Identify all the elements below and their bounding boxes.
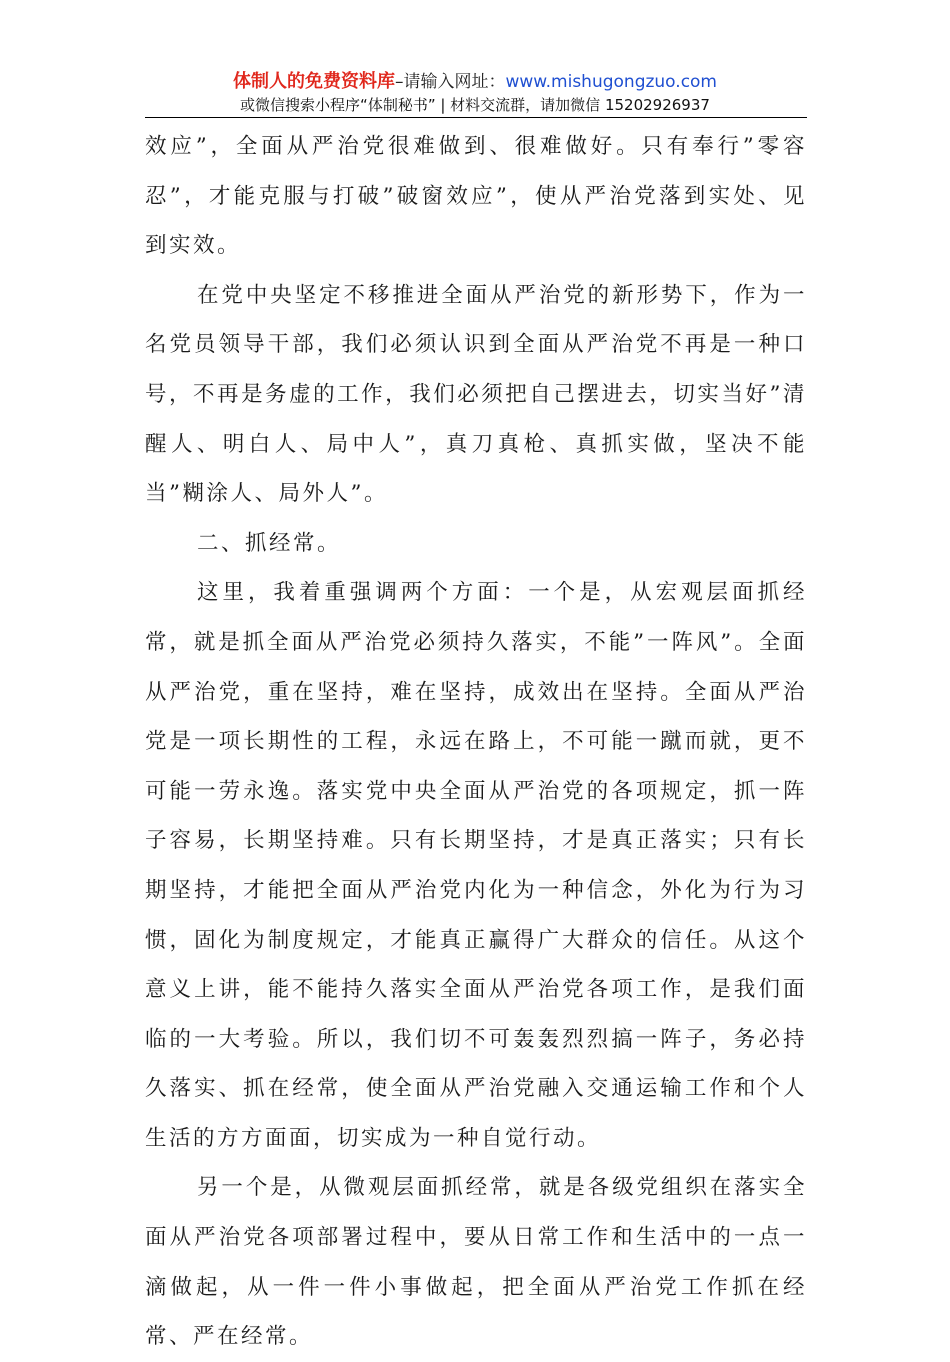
header-brand: 体制人的免费资料库: [232, 71, 395, 92]
paragraph: 这里，我着重强调两个方面：一个是，从宏观层面抓经常，就是抓全面从严治党必须持久落实，不能”一阵风”。全面从严治党，重在坚持，难在坚持，成效出在坚持。全面从严治党是一项长期性的工程，永远在路上，不可能一蹴而就，更不可能一劳永逸。落实党中央全面从严治党的各项规定，抓一阵子容易，长期坚持难。只有长期坚持，才是真正落实；只有长期坚持，才能把全面从严治党内化为一种信念，外化为行为习惯，固化为制度规定，才能真正赢得广大群众的信任。从这个意义上讲，能不能持久落实全面从严治党各项工作，是我们面临的一大考验。所以，我们切不可轰轰烈烈搞一阵子，务必持久落实、抓在经常，使全面从严治党融入交通运输工作和个人生活的方方面面，切实成为一种自觉行动。: [145, 580, 807, 1151]
header-divider: [145, 117, 807, 118]
header-line-1: [0, 70, 950, 94]
header-prompt: –请输入网址：: [394, 72, 506, 92]
paragraph-continuation: 效应”，全面从严治党很难做到、很难做好。只有奉行”零容忍”，才能克服与打破”破窗效应”，使从严治党落到实处、见到实效。: [145, 134, 807, 259]
section-heading: 二、抓经常。: [197, 530, 342, 556]
paragraph: 另一个是，从微观层面抓经常，就是各级党组织在落实全面从严治党各项部署过程中，要从日常工作和生活中的一点一滴做起，从一件一件小事做起，把全面从严治党工作抓在经常、严在经常。: [145, 1175, 807, 1350]
document-body: [145, 122, 807, 1362]
page-header: [0, 70, 950, 116]
header-url-link[interactable]: www.mishugongzuo.com: [505, 72, 717, 92]
header-line-2: 或微信搜索小程序“体制秘书” | 材料交流群，请加微信 15202926937: [240, 96, 710, 114]
paragraph: 在党中央坚定不移推进全面从严治党的新形势下，作为一名党员领导干部，我们必须认识到全面从严治党不再是一种口号，不再是务虚的工作，我们必须把自己摆进去，切实当好”清醒人、明白人、局中人”，真刀真枪、真抓实做，坚决不能当”糊涂人、局外人”。: [145, 282, 807, 507]
